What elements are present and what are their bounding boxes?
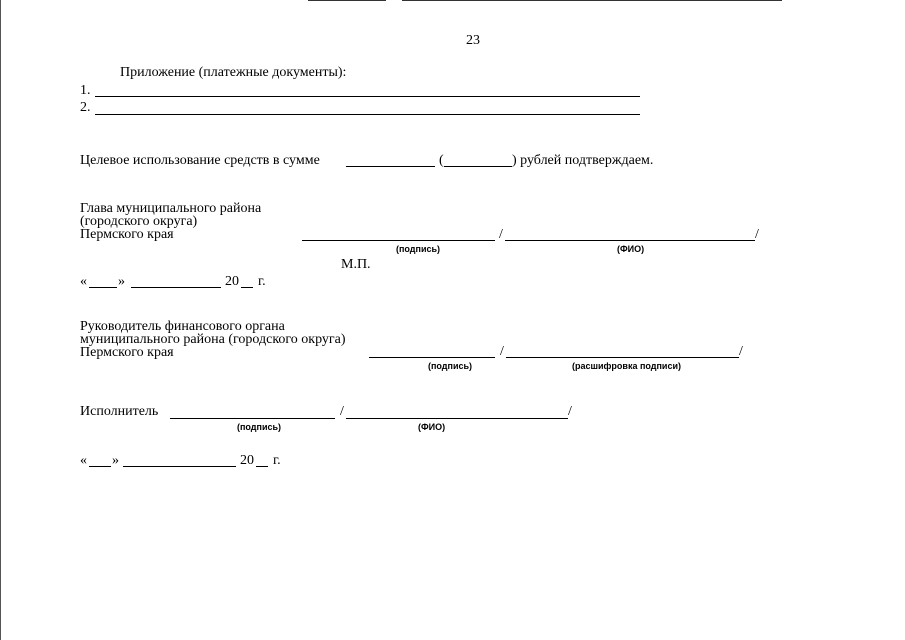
executor-date-year-line	[256, 466, 268, 467]
top-border-segment	[308, 0, 386, 1]
finance-signature-caption: (подпись)	[428, 361, 473, 371]
executor-date-month-line	[123, 466, 236, 467]
page-left-edge	[0, 0, 1, 640]
top-border-segment	[402, 0, 782, 1]
head-name-line	[505, 240, 755, 241]
stamp-label: М.П.	[341, 257, 371, 272]
head-date-close: »	[118, 274, 125, 289]
appendix-item-1-number: 1.	[80, 83, 91, 98]
head-title-line-3: Пермского края	[80, 227, 174, 242]
appendix-item-2-line	[95, 114, 640, 115]
page-number: 23	[466, 33, 480, 48]
executor-signature-line	[170, 418, 335, 419]
appendix-title: Приложение (платежные документы):	[120, 65, 347, 80]
finance-name-line	[506, 357, 739, 358]
finance-title-line-1: Руководитель финансового органа	[80, 319, 285, 334]
head-title-line-2: (городского округа)	[80, 214, 198, 229]
head-slash-2: /	[755, 227, 759, 242]
executor-signature-caption: (подпись)	[237, 422, 282, 432]
purpose-paren-open: (	[439, 153, 444, 168]
executor-slash-1: /	[340, 404, 344, 419]
finance-slash-1: /	[500, 344, 504, 359]
executor-date-day-line	[89, 466, 111, 467]
executor-slash-2: /	[568, 404, 572, 419]
finance-title-line-2: муниципального района (городского округа)	[80, 332, 346, 347]
finance-signature-line	[369, 357, 495, 358]
head-date-open: «	[80, 274, 87, 289]
head-date-month-line	[131, 287, 221, 288]
purpose-amount-words-line	[444, 166, 512, 167]
head-title-line-1: Глава муниципального района	[80, 201, 262, 216]
purpose-amount-line	[346, 166, 435, 167]
executor-date-open: «	[80, 453, 87, 468]
finance-title-line-3: Пермского края	[80, 345, 174, 360]
appendix-item-2-number: 2.	[80, 100, 91, 115]
head-date-suffix: г.	[258, 274, 266, 289]
executor-name-caption: (ФИО)	[418, 422, 446, 432]
purpose-text-start: Целевое использование средств в сумме	[80, 153, 320, 168]
head-signature-caption: (подпись)	[396, 244, 441, 254]
head-date-day-line	[89, 287, 117, 288]
purpose-text-end: ) рублей подтверждаем.	[512, 153, 654, 168]
executor-label: Исполнитель	[80, 404, 159, 419]
head-date-year-line	[241, 287, 253, 288]
executor-date-suffix: г.	[273, 453, 281, 468]
appendix-item-1-line	[95, 96, 640, 97]
head-signature-line	[302, 240, 495, 241]
head-name-caption: (ФИО)	[617, 244, 645, 254]
executor-date-year: 20	[240, 453, 254, 468]
finance-slash-2: /	[739, 344, 743, 359]
executor-date-close: »	[112, 453, 119, 468]
executor-name-line	[346, 418, 568, 419]
finance-name-caption: (расшифровка подписи)	[572, 361, 681, 371]
head-slash-1: /	[499, 227, 503, 242]
head-date-year: 20	[225, 274, 239, 289]
